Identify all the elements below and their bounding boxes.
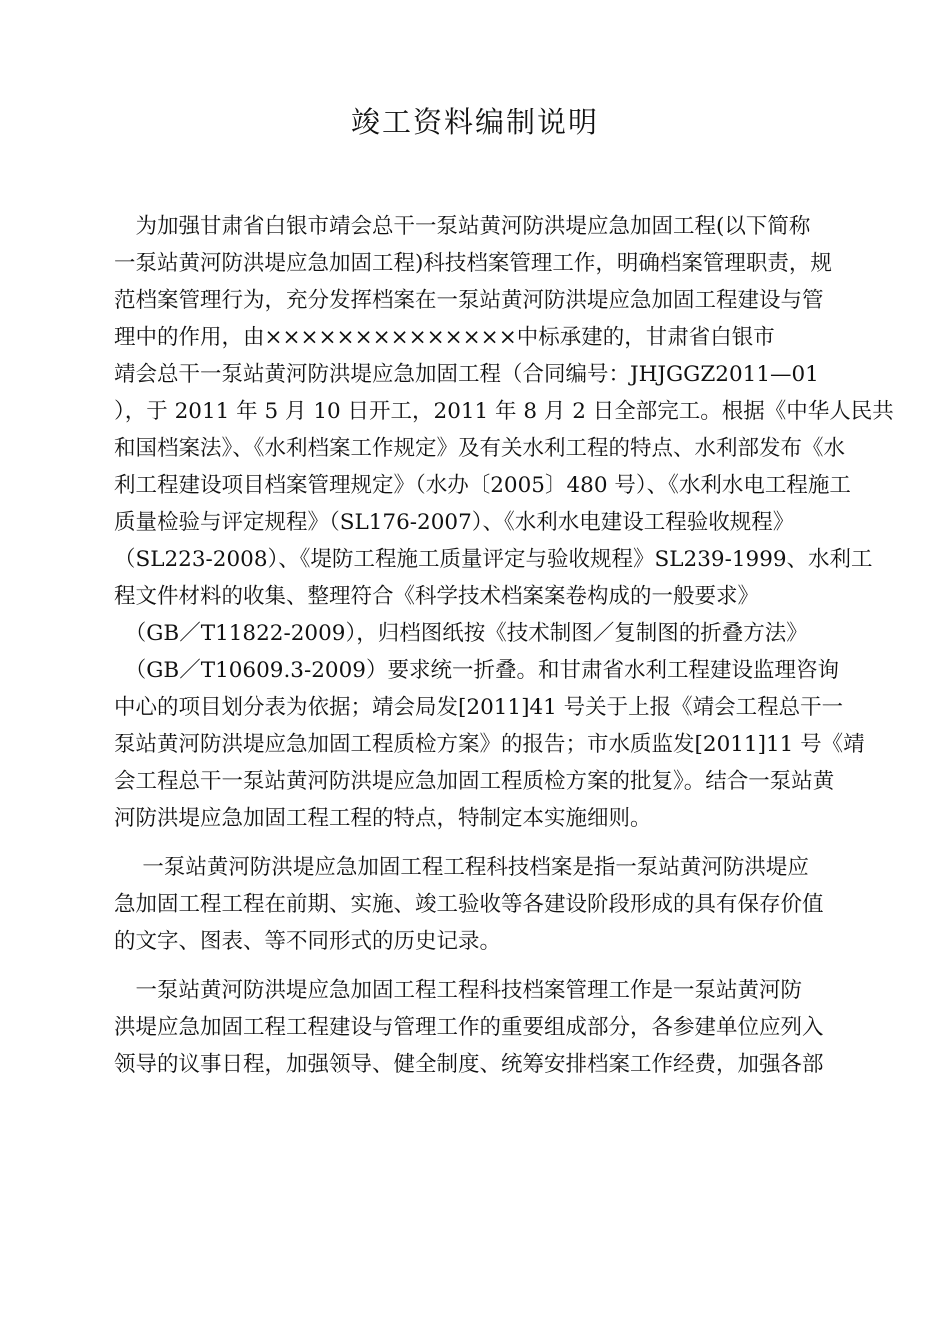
- body-line: 一泵站黄河防洪堤应急加固工程工程科技档案是指一泵站黄河防洪堤应: [114, 855, 809, 880]
- body-line: 范档案管理行为，充分发挥档案在一泵站黄河防洪堤应急加固工程建设与管: [114, 288, 824, 313]
- body-line: 为加强甘肃省白银市靖会总干一泵站黄河防洪堤应急加固工程(以下简称: [114, 214, 811, 239]
- body-line: 的文字、图表、等不同形式的历史记录。: [114, 929, 502, 954]
- body-line: （GB／T10609.3-2009）要求统一折叠。和甘肃省水利工程建设监理咨询: [114, 658, 839, 683]
- body-line: 和国档案法》、《水利档案工作规定》及有关水利工程的特点、水利部发布《水: [114, 436, 846, 461]
- body-line: 理中的作用，由××××××××××××××中标承建的，甘肃省白银市: [114, 325, 775, 350]
- body-line: 洪堤应急加固工程工程建设与管理工作的重要组成部分，各参建单位应列入: [114, 1015, 824, 1040]
- body-line: 靖会总干一泵站黄河防洪堤应急加固工程（合同编号：JHJGGZ2011—01: [114, 362, 819, 387]
- body-line: 领导的议事日程，加强领导、健全制度、统筹安排档案工作经费，加强各部: [114, 1052, 824, 1077]
- body-line: 一泵站黄河防洪堤应急加固工程工程科技档案管理工作是一泵站黄河防: [114, 978, 803, 1003]
- body-line: ），于 2011 年 5 月 10 日开工，2011 年 8 月 2 日全部完工。根据《中华人民共: [114, 399, 894, 424]
- body-line: 泵站黄河防洪堤应急加固工程质检方案》的报告；市水质监发[2011]11 号《靖: [114, 732, 865, 757]
- body-line: 河防洪堤应急加固工程工程的特点，特制定本实施细则。: [114, 806, 652, 831]
- body-line: 质量检验与评定规程》（SL176-2007）、《水利水电建设工程验收规程》: [114, 510, 795, 535]
- document-title: 竣工资料编制说明: [350, 105, 599, 139]
- body-line: 一泵站黄河防洪堤应急加固工程)科技档案管理工作，明确档案管理职责，规: [114, 251, 832, 276]
- body-line: 程文件材料的收集、整理符合《科学技术档案案卷构成的一般要求》: [114, 584, 760, 609]
- body-line: （SL223-2008）、《堤防工程施工质量评定与验收规程》SL239-1999、水利工: [114, 547, 873, 572]
- body-line: 利工程建设项目档案管理规定》（水办〔2005〕480 号）、《水利水电工程施工: [114, 473, 851, 498]
- body-line: 中心的项目划分表为依据；靖会局发[2011]41 号关于上报《靖会工程总干一: [114, 695, 844, 720]
- body-line: 会工程总干一泵站黄河防洪堤应急加固工程质检方案的批复》。结合一泵站黄: [114, 769, 835, 794]
- body-line: （GB／T11822-2009），归档图纸按《技术制图／复制图的折叠方法》: [114, 621, 808, 646]
- body-line: 急加固工程工程在前期、实施、竣工验收等各建设阶段形成的具有保存价值: [114, 892, 824, 917]
